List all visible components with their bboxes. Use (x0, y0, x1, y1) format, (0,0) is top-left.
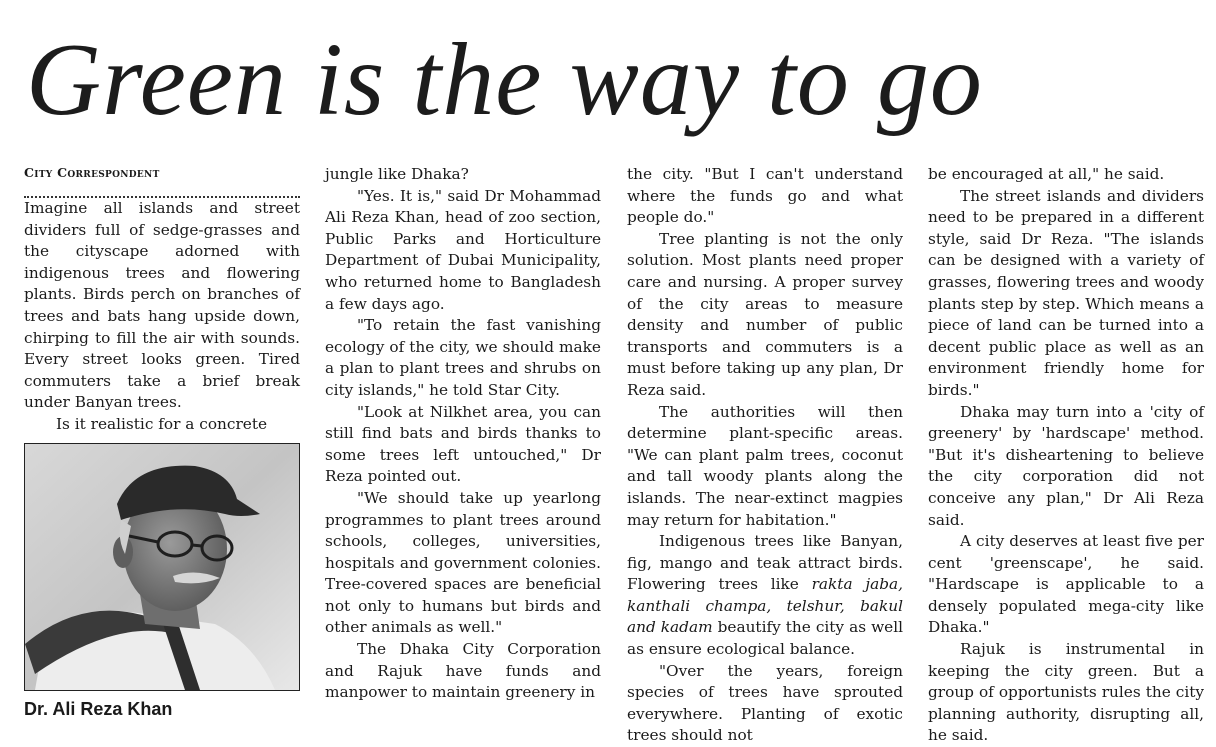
tree-names: rakta jaba, kanthali champa, telshur, bakul and kadam (627, 575, 904, 637)
article-column-2 (325, 164, 601, 704)
article-column-3 (627, 164, 903, 747)
photo-caption: Dr. Ali Reza Khan (24, 699, 173, 719)
dotted-divider (24, 186, 300, 198)
paragraph: the city. "But I can't understand where the funds go and what people do." (627, 165, 903, 227)
paragraph: The street islands and dividers need to be prepared in a different style, said Dr Reza. "The islands can be designed with a variety of grasses, flowering trees and woody plants step by step. Which means a piece of land can be turned into a decent public place as well as an environment friendly home for birds." (928, 186, 1204, 399)
paragraph-text: Indigenous trees like Banyan, fig, mango and teak attract birds. Flowering trees like (627, 532, 903, 594)
paragraph: The Dhaka City Corporation and Rajuk have funds and manpower to maintain greenery in (325, 640, 601, 702)
headline: Green is the way to go (26, 22, 983, 137)
byline: City Correspondent (24, 165, 160, 180)
paragraph: Tree planting is not the only solution. Most plants need proper care and nursing. A proper survey of the city areas to measure density and number of public transports and commuters is a must before taking up any plan, Dr Reza said. (627, 229, 903, 399)
paragraph-text: beautify the city as well as ensure ecological balance. (627, 618, 903, 659)
paragraph (627, 531, 903, 661)
paragraph: Dhaka may turn into a 'city of greenery' by 'hardscape' method. "But it's disheartening to believe the city corporation did not conceive any plan," Dr Ali Reza said. (928, 402, 1204, 529)
paragraph: jungle like Dhaka? (325, 165, 469, 183)
paragraph: Rajuk is instrumental in keeping the city green. But a group of opportunists rules the city planning authority, disrupting all, he said. (928, 640, 1204, 745)
paragraph: A city deserves at least five per cent 'greenscape', he said. "Hardscape is applicable to a densely populated mega-city like Dhaka." (928, 532, 1204, 637)
article-column-4 (928, 164, 1204, 747)
author-photo (24, 443, 300, 691)
paragraph: "Yes. It is," said Dr Mohammad Ali Reza Khan, head of zoo section, Public Parks and Horticulture Department of Dubai Municipality, who returned home to Bangladesh a few days ago. (325, 186, 601, 313)
article-column-1 (24, 164, 300, 436)
paragraph: Is it realistic for a concrete (56, 414, 268, 433)
paragraph: Imagine all islands and street dividers full of sedge-grasses and the cityscape adorned with indigenous trees and flowering plants. Birds perch on branches of trees and bats hang upside down, chirping to fill the air with sounds. Every street looks green. Tired commuters take a brief break under Banyan trees. (24, 199, 300, 412)
paragraph: The authorities will then determine plant-specific areas. "We can plant palm trees, coconut and tall woody plants along the islands. The near-extinct magpies may return for habitation." (627, 402, 903, 529)
paragraph: "Over the years, foreign species of trees have sprouted everywhere. Planting of exotic trees should not (627, 661, 903, 745)
paragraph: "We should take up yearlong programmes to plant trees around schools, colleges, universities, hospitals and government colonies. Tree-covered spaces are beneficial not only to humans but birds and other animals as well." (325, 488, 601, 637)
paragraph: "To retain the fast vanishing ecology of the city, we should make a plan to plant trees and shrubs on city islands," he told Star City. (325, 316, 601, 399)
paragraph: "Look at Nilkhet area, you can still find bats and birds thanks to some trees left untouched," Dr Reza pointed out. (325, 402, 601, 486)
paragraph: be encouraged at all," he said. (928, 165, 1165, 183)
